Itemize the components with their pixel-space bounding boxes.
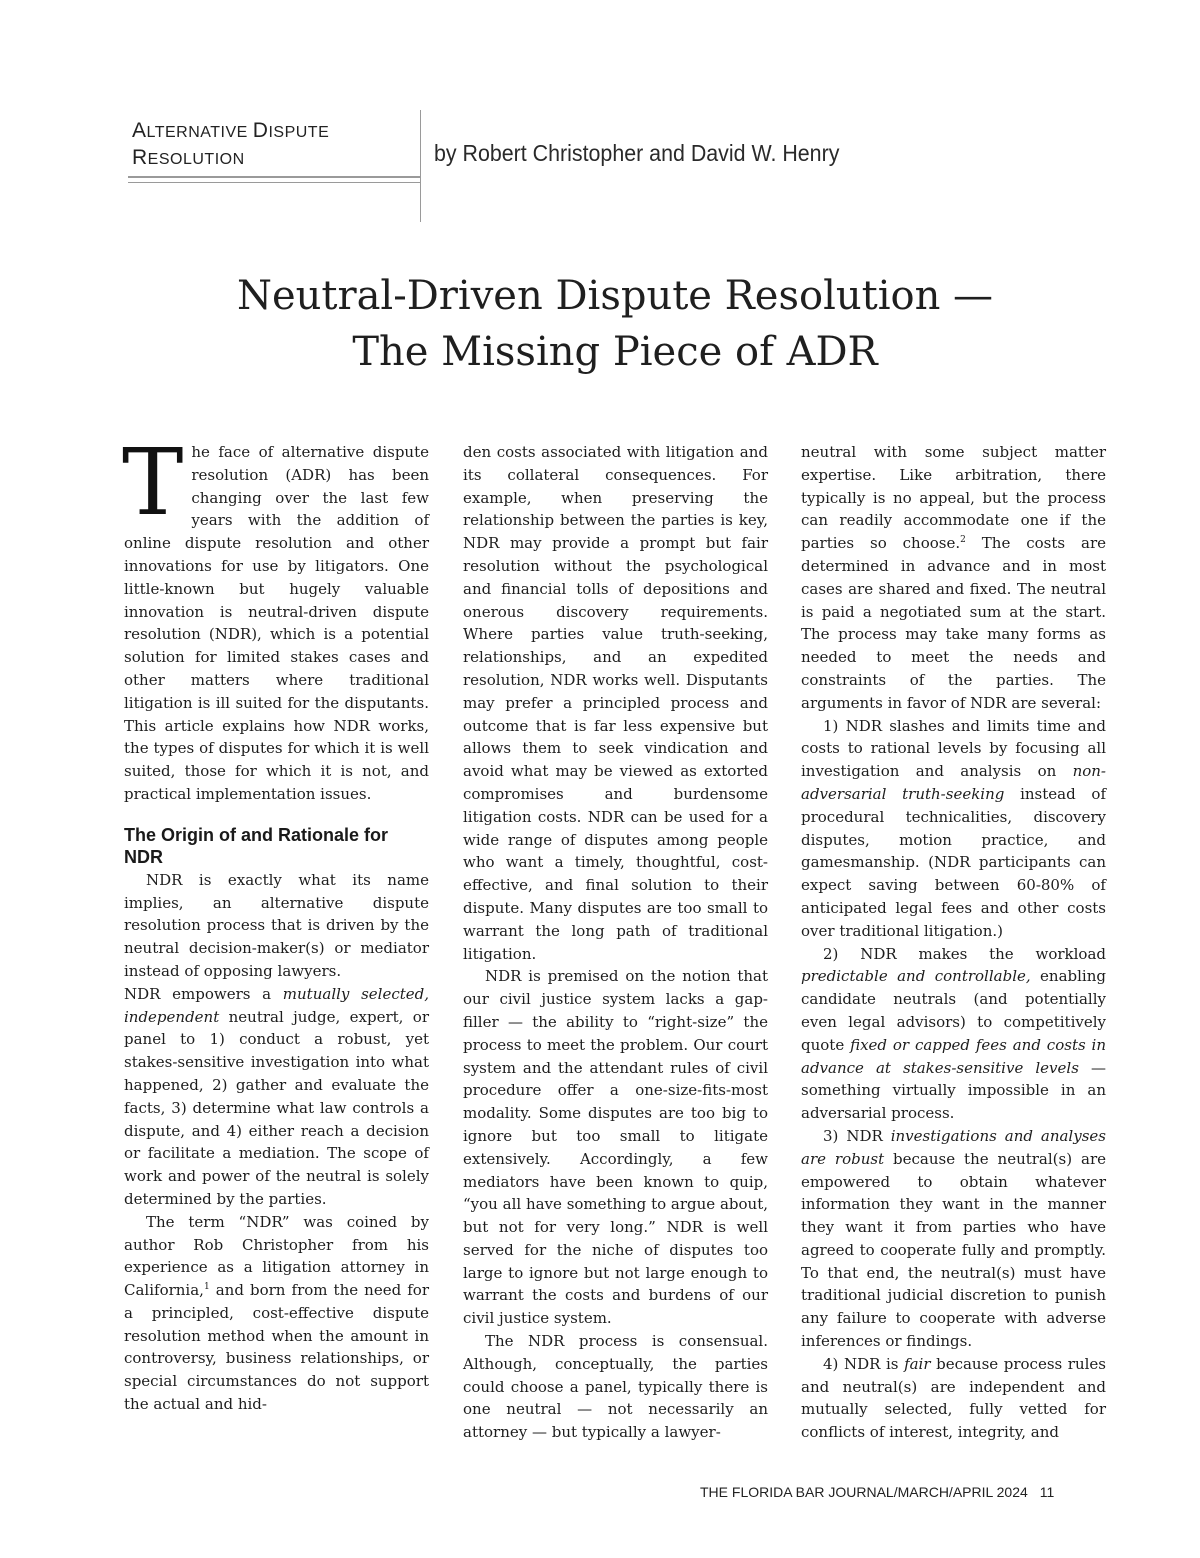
section-label-text: LTERNATIVE: [146, 124, 253, 141]
emphasis-text: fixed or capped fees and costs in advance at stakes-sensitive levels: [801, 1035, 1106, 1077]
paragraph: den costs associated with litigation and its collateral consequences. For example, when preserving the relationship between the parties is key, NDR may provide a prompt but fair resolution without the psychological and financial tolls of depositions and onerous discovery requirements. Where parties value truth-seeking, relationships, and an expedited resolution, NDR works well. Disputants may prefer a principled process and outcome that is far less expensive but allows them to seek vindication and avoid what may be viewed as extorted compromises and burdensome litigation costs. NDR can be used for a wide range of disputes among people who want a timely, thoughtful, cost-effective, and final solution to their dispute. Many disputes are too small to warrant the long path of traditional litigation.: [463, 443, 768, 963]
paragraph-text: 3) NDR: [823, 1126, 891, 1145]
page-number: 11: [1039, 1484, 1055, 1500]
footnote-ref: 2: [960, 535, 966, 546]
paragraph-text: 2) NDR makes the workload: [823, 944, 1106, 963]
header-rule: [128, 176, 420, 178]
paragraph-text: instead of procedural technicalities, discovery disputes, motion practice, and gamesmanship. (NDR participants can expect saving between 60-80% of anticipated legal fees and other costs over traditional litigation.): [801, 784, 1106, 940]
paragraph-text: 4) NDR is: [823, 1354, 905, 1373]
body-column-1: [122, 429, 429, 1416]
byline: by Robert Christopher and David W. Henry: [434, 140, 840, 166]
body-column-2: [463, 441, 768, 1444]
list-paragraph: [801, 715, 1106, 943]
paragraph-text: — something virtually impossible in an adversarial process.: [801, 1058, 1106, 1123]
paragraph-text: The costs are determined in advance and in most cases are shared and fixed. The neutral is paid a negotiated sum at the start. The process may take many forms as needed to meet the needs and constraints of the parties. The arguments in favor of NDR are several:: [801, 534, 1106, 712]
section-subhead: The Origin of and Rationale for NDR: [124, 824, 389, 867]
body-column-3: [801, 441, 1106, 1444]
section-label: [132, 118, 329, 172]
paragraph-text: enabling candidate neutrals (and potentially even legal advisors) to competitively quote: [801, 967, 1106, 1054]
article-title-line2: The Missing Piece of ADR: [352, 329, 878, 375]
list-paragraph: [801, 1353, 1106, 1444]
footnote-ref: 1: [203, 1282, 210, 1293]
list-paragraph: [801, 943, 1106, 1125]
journal-name: THE FLORIDA BAR JOURNAL/MARCH/APRIL 2024: [700, 1484, 1028, 1500]
section-label-text: ESOLUTION: [147, 151, 245, 168]
page-footer: [700, 1484, 1054, 1500]
section-label-initial: D: [252, 119, 269, 142]
header-divider: [420, 110, 421, 222]
list-paragraph: [801, 1125, 1106, 1353]
paragraph-text: neutral judge, expert, or panel to 1) conduct a robust, yet stakes-sensitive investigation into what happened, 2) gather and evaluate the facts, 3) determine what law controls a dispute, and 4) either reach a decision or facilitate a mediation. The scope of work and power of the neutral is solely determined by the parties.: [124, 1007, 429, 1208]
paragraph-text: NDR empowers a: [124, 984, 283, 1003]
section-label-initial: A: [132, 119, 147, 142]
paragraph: [124, 983, 429, 1211]
paragraph-text: he face of alternative dispute resolution (ADR) has been changing over the last few years with the addition of online dispute resolution and other innovations for use by litigators. One little-known but hugely valuable innovation is neutral-driven dispute resolution (NDR), which is a potential solution for limited stakes cases and other matters where traditional litigation is ill suited for the disputants. This article explains how NDR works, the types of disputes for which it is well suited, those for which it is not, and practical implementation issues.: [124, 443, 429, 803]
emphasis-text: non-adversarial truth-seeking: [801, 762, 1106, 803]
paragraph-text: The term “NDR” was coined by author Rob Christopher from his experience as a litigation attorney in California,: [124, 1212, 429, 1300]
article-title-line1: Neutral-Driven Dispute Resolution —: [236, 273, 994, 319]
paragraph-text: neutral with some subject matter expertise. Like arbitration, there typically is no appeal, but the process can readily accommodate one if the parties so choose.: [801, 443, 1106, 553]
emphasis-text: predictable and controllable,: [801, 967, 1031, 986]
paragraph-text: 1) NDR slashes and limits time and costs to rational levels by focusing all investigation and analysis on: [801, 716, 1106, 781]
paragraph-text: because process rules and neutral(s) are independent and mutually selected, fully vetted for conflicts of interest, integrity, and: [801, 1354, 1106, 1442]
emphasis-text: investigations and analyses are robust: [801, 1126, 1106, 1168]
paragraph: NDR is exactly what its name implies, an alternative dispute resolution process that is driven by the neutral decision-maker(s) or mediator instead of opposing lawyers.: [124, 870, 429, 980]
paragraph-text: because the neutral(s) are empowered to obtain whatever information they want in the manner they want it from parties who have agreed to cooperate fully and promptly. To that end, the neutral(s) must have traditional judicial discretion to punish any failure to cooperate with adverse inferences or findings.: [801, 1149, 1106, 1351]
article-title: [120, 268, 1110, 380]
emphasis-text: fair: [904, 1354, 931, 1373]
drop-cap: T: [122, 429, 184, 536]
section-label-text: ISPUTE: [268, 124, 330, 141]
emphasis-text: mutually selected, independent: [124, 984, 429, 1026]
paragraph-text: and born from the need for a principled, cost-effective dispute resolution method when the amount in controversy, business relationships, or special circumstances do not support the actual and hid-: [124, 1281, 429, 1414]
paragraph: NDR is premised on the notion that our civil justice system lacks a gap-filler — the ability to “right-size” the process to meet the problem. Our court system and the attendant rules of civil procedure offer a one-size-fits-most modality. Some disputes are too big to ignore but too small to litigate extensively. Accordingly, a few mediators have been known to quip, “you all have something to argue about, but not for very long.” NDR is well served for the niche of disputes too large to ignore but not large enough to warrant the costs and burdens of our civil justice system.: [463, 967, 768, 1328]
header-rule: [128, 182, 420, 183]
paragraph: [801, 441, 1106, 715]
section-label-initial: R: [132, 146, 148, 169]
paragraph: The NDR process is consensual. Although, conceptually, the parties could choose a panel, typically there is one neutral — not necessarily an attorney — but typically a lawyer-: [463, 1332, 768, 1442]
paragraph: [122, 429, 429, 806]
paragraph: [124, 1211, 429, 1416]
